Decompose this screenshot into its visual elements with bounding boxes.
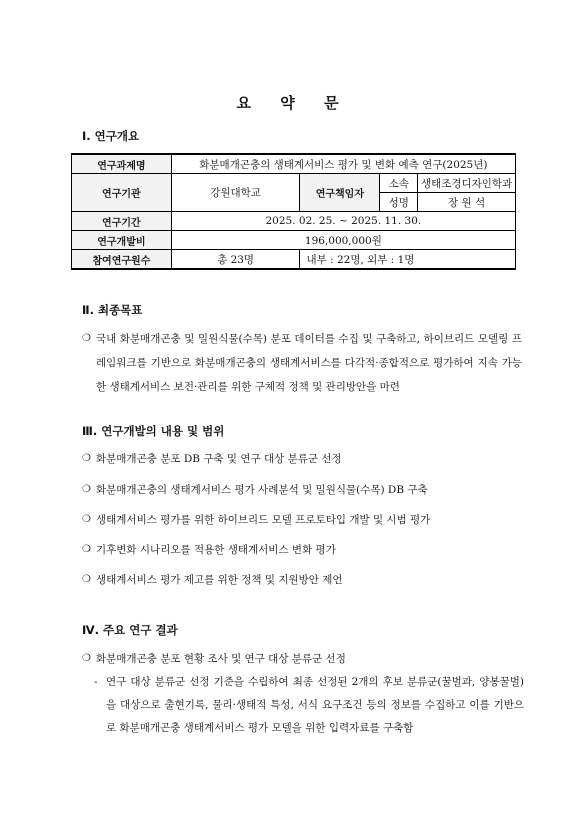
section-goal-heading: Ⅱ. 최종목표 [82, 303, 143, 317]
institution-label: 연구기관 [72, 174, 172, 212]
budget-label: 연구개발비 [72, 231, 172, 250]
scope-item-text: 기후변화 시나리오를 적용한 생태계서비스 변화 평가 [96, 544, 336, 556]
list-item [94, 671, 524, 740]
institution-value: 강원대학교 [171, 174, 300, 212]
list-item [82, 447, 522, 471]
scope-item-text: 생태계서비스 평가 제고를 위한 정책 및 지원방안 제언 [96, 574, 343, 586]
budget-value: 196,000,000원 [171, 231, 515, 250]
list-item [82, 478, 522, 502]
section-scope-heading: Ⅲ. 연구개발의 내용 및 범위 [82, 424, 225, 438]
section-results-heading: Ⅳ. 주요 연구 결과 [82, 623, 178, 637]
circle-bullet-icon: ❍ [82, 544, 91, 555]
circle-bullet-icon: ❍ [82, 484, 91, 495]
circle-bullet-icon: ❍ [82, 574, 91, 585]
period-label: 연구기간 [72, 212, 172, 231]
list-item [82, 647, 522, 671]
affiliation-label: 소속 [380, 174, 418, 193]
circle-bullet-icon: ❍ [82, 653, 91, 664]
list-item [82, 327, 522, 399]
document-title: 요 약 문 [236, 94, 351, 112]
table-row [72, 174, 516, 193]
list-item [82, 508, 522, 532]
project-name-value: 화분매개곤충의 생태계서비스 평가 및 변화 예측 연구(2025년) [171, 154, 515, 174]
result-item-text: 화분매개곤충 분포 현황 조사 및 연구 대상 분류군 선정 [96, 653, 346, 665]
researchers-label: 참여연구원수 [72, 250, 172, 270]
list-item [82, 538, 522, 562]
researchers-detail: 내부 : 22명, 외부 : 1명 [300, 250, 516, 270]
table-row [72, 231, 516, 250]
research-overview-table [71, 153, 516, 270]
goal-text: 국내 화분매개곤충 및 밀원식물(수목) 분포 데이터를 수집 및 구축하고, 하이브리드 모델링 프레임워크를 기반으로 화분매개곤충의 생태계서비스를 다각적·종합적으로 평가하여 지속 가능한 생태계서비스 보전·관리를 위한 구체적 정책 및 관리방안을 마련 [96, 333, 522, 393]
dash-bullet: - [94, 676, 98, 688]
table-row [72, 154, 516, 174]
researchers-total: 총 23명 [171, 250, 300, 270]
section-overview-heading: Ⅰ. 연구개요 [82, 129, 140, 143]
period-value: 2025. 02. 25. ~ 2025. 11. 30. [171, 212, 515, 231]
affiliation-value: 생태조경디자인학과 [418, 174, 516, 193]
table-row [72, 212, 516, 231]
scope-item-text: 화분매개곤충의 생태계서비스 평가 사례분석 및 밀원식물(수목) DB 구축 [96, 484, 428, 496]
circle-bullet-icon: ❍ [82, 333, 91, 344]
scope-item-text: 화분매개곤충 분포 DB 구축 및 연구 대상 분류군 선정 [96, 453, 342, 465]
name-value: 장 원 석 [418, 193, 516, 212]
circle-bullet-icon: ❍ [82, 514, 91, 525]
circle-bullet-icon: ❍ [82, 453, 91, 464]
result-subitem-text: 연구 대상 분류군 선정 기준을 수립하여 최종 선정된 2개의 후보 분류군(꿀벌과, 양봉꿀벌)을 대상으로 출현기록, 물리·생태적 특성, 서식 요구조건 등의 정보를 수집하고 이를 기반으로 화분매개곤충 생태계서비스 평가 모델을 위한 입력자료를 구축함 [106, 676, 524, 734]
table-row [72, 250, 516, 270]
name-label: 성명 [380, 193, 418, 212]
scope-item-text: 생태계서비스 평가를 위한 하이브리드 모델 프로토타입 개발 및 시범 평가 [96, 514, 431, 526]
list-item [82, 568, 522, 592]
project-name-label: 연구과제명 [72, 154, 172, 174]
pi-label: 연구책임자 [300, 174, 380, 212]
